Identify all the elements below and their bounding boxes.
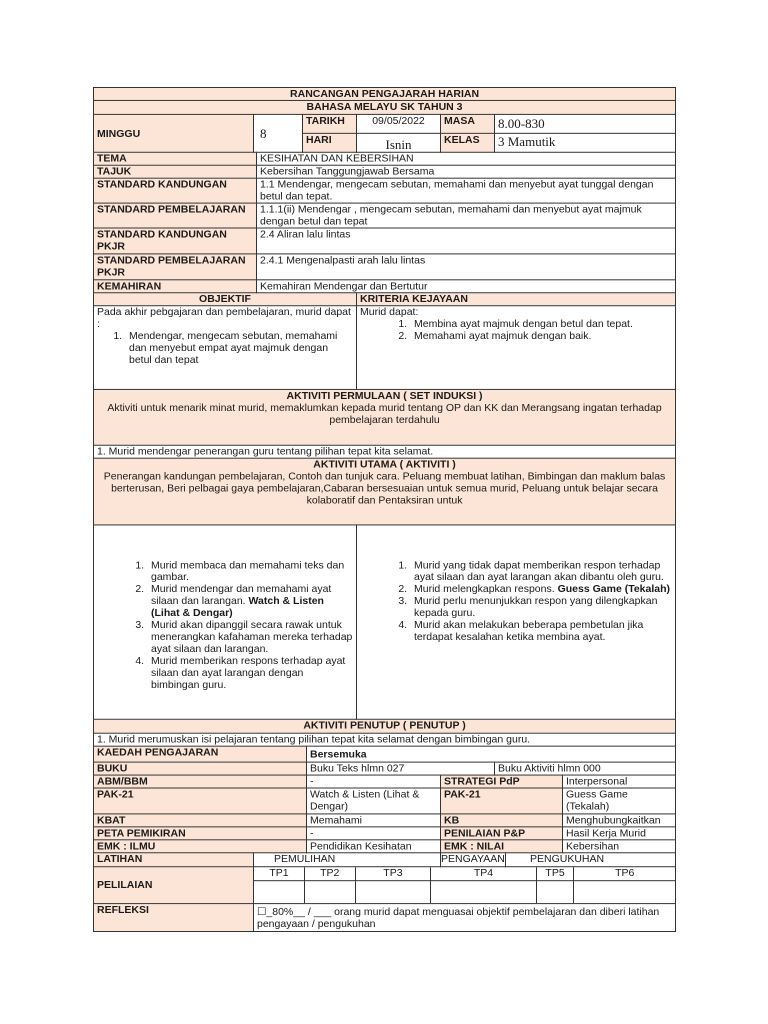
list-item: 4. Murid memberikan respons terhadap ayat silaan dan ayat larangan dengan bimbingan guru. [147, 655, 353, 691]
standard-kandungan-pkjr-value: 2.4 Aliran lalu lintas [257, 228, 676, 254]
standard-pembelajaran-pkjr-label: STANDARD PEMBELAJARAN PKJR [94, 254, 257, 280]
kb-label: KB [441, 814, 563, 827]
kriteria-body [357, 306, 676, 390]
strategi-value: Interpersonal [563, 775, 676, 788]
latihan-pengukuhan: PENGUKUHAN [506, 853, 676, 867]
utama-heading: AKTIVITI UTAMA ( AKTIVITI ) [313, 458, 456, 471]
objektif-body [94, 306, 357, 390]
tp1-cell [254, 881, 305, 903]
lesson-plan-sheet [93, 87, 675, 932]
tp4-label: TP4 [431, 867, 536, 881]
list-item: 3. Murid perlu menunjukkan respon yang dilengkapkan kepada guru. [410, 595, 672, 619]
kelas-value: 3 Mamutik [495, 133, 676, 152]
objektif-intro: Pada akhir pebgajaran dan pembelajaran, murid dapat : [97, 306, 351, 331]
permulaan-block [94, 389, 676, 445]
lesson-plan-table [93, 87, 676, 932]
pak21-value: Watch & Listen (Lihat & Dengar) [307, 788, 441, 814]
abm-label: ABM/BBM [94, 775, 307, 788]
tp6-label: TP6 [574, 867, 675, 881]
standard-kandungan-value: 1.1 Mendengar, mengecam sebutan, memahami dan menyebut ayat tunggal dengan betul dan tepat. [257, 178, 676, 203]
utama-right [357, 525, 676, 719]
tp3-label: TP3 [355, 867, 431, 881]
latihan-label: LATIHAN [94, 853, 254, 867]
minggu-label: MINGGU [94, 114, 254, 152]
permulaan-heading: AKTIVITI PERMULAAN ( SET INDUKSI ) [286, 389, 483, 402]
plan-title: RANCANGAN PENGAJARAH HARIAN [94, 87, 676, 100]
strategi-label: STRATEGI PdP [441, 775, 563, 788]
permulaan-activity: 1. Murid mendengar penerangan guru tentang pilihan tepat kita selamat. [94, 445, 676, 458]
kriteria-heading: KRITERIA KEJAYAAN [357, 293, 676, 306]
masa-label: MASA [441, 114, 495, 133]
list-item: 4. Murid akan melakukan beberapa pembetulan jika terdapat kesalahan ketika membina ayat. [410, 619, 672, 643]
standard-pembelajaran-label: STANDARD PEMBELAJARAN [94, 203, 257, 228]
kemahiran-value: Kemahiran Mendengar dan Bertutur [257, 280, 676, 293]
penilaian-value: Hasil Kerja Murid [563, 827, 676, 840]
penilaian-label: PENILAIAN P&P [441, 827, 563, 840]
pak21-value-2: Guess Game (Tekalah) [563, 788, 676, 814]
tp5-label: TP5 [536, 867, 574, 881]
tp4-cell [431, 881, 536, 903]
tp1-label: TP1 [254, 867, 305, 881]
kriteria-intro: Murid dapat: [360, 306, 419, 319]
emk-ilmu-value: Pendidikan Kesihatan [307, 840, 441, 853]
emk-nilai-label: EMK : NILAI [441, 840, 563, 853]
emk-ilmu-label: EMK : ILMU [94, 840, 307, 853]
buku-label: BUKU [94, 762, 307, 775]
list-item: 1. Murid membaca dan memahami teks dan gambar. [147, 559, 353, 583]
kbat-value: Memahami [307, 814, 441, 827]
objektif-list [97, 330, 353, 366]
hari-value: Isnin [357, 133, 441, 152]
tema-label: TEMA [94, 152, 257, 165]
standard-pembelajaran-value: 1.1.1(ii) Mendengar , mengecam sebutan, memahami dan menyebut ayat majmuk dengan betul dan tepat [257, 203, 676, 228]
list-item: 1. Membina ayat majmuk dengan betul dan tepat. [410, 318, 672, 330]
tajuk-label: TAJUK [94, 165, 257, 178]
utama-left [94, 525, 357, 719]
emk-nilai-value: Kebersihan [563, 840, 676, 853]
list-item: 2. Murid mendengar dan memahami ayat silaan dan larangan. Watch & Listen (Lihat & Dengar) [147, 583, 353, 619]
kriteria-list [360, 318, 672, 342]
minggu-value: 8 [254, 114, 303, 152]
utama-right-list [360, 559, 672, 643]
peta-pemikiran-value: - [307, 827, 441, 840]
tp6-cell [574, 881, 675, 903]
standard-pembelajaran-pkjr-value: 2.4.1 Mengenalpasti arah lalu lintas [257, 254, 676, 280]
standard-kandungan-pkjr-label: STANDARD KANDUNGAN PKJR [94, 228, 257, 254]
pelilaian-grid [254, 867, 676, 904]
tp-table [254, 867, 675, 903]
kemahiran-label: KEMAHIRAN [94, 280, 257, 293]
plan-subtitle: BAHASA MELAYU SK TAHUN 3 [94, 100, 676, 114]
utama-left-list [97, 559, 353, 691]
hari-label: HARI [303, 133, 357, 152]
list-item: 2. Memahami ayat majmuk dengan baik. [410, 330, 672, 342]
buku-aktiviti-value: Buku Aktiviti hlmn 000 [495, 762, 676, 775]
kaedah-label: KAEDAH PENGAJARAN [94, 746, 307, 762]
list-item: 1. Murid yang tidak dapat memberikan respon terhadap ayat silaan dan ayat larangan akan dibantu oleh guru. [410, 559, 672, 583]
utama-desc: Penerangan kandungan pembelajaran, Contoh dan tunjuk cara. Peluang membuat latihan, Bimbingan dan maklum balas berterusan, Beri pelbagai gaya pembelajaran,Cabaran bersesuaian untuk semua murid, Peluang untuk belajar secara kolaboratif dan Pentaksiran untuk [103, 470, 666, 507]
kaedah-value: Bersemuka [307, 746, 676, 762]
pelilaian-label: PELILAIAN [94, 867, 254, 904]
masa-value: 8.00-830 [495, 114, 676, 133]
refleksi-value: ☐_80%__ / ___ orang murid dapat menguasai objektif pembelajaran dan diberi latihan pengayaan / pengukuhan [254, 904, 676, 932]
buku-teks-value: Buku Teks hlmn 027 [307, 762, 495, 775]
kb-value: Menghubungkaitkan [563, 814, 676, 827]
list-item: 1. Mendengar, mengecam sebutan, memahami dan menyebut empat ayat majmuk dengan betul dan tepat [125, 330, 353, 366]
tp5-cell [536, 881, 574, 903]
tema-value: KESIHATAN DAN KEBERSIHAN [257, 152, 676, 165]
utama-block [94, 458, 676, 525]
penutup-activity: 1. Murid merumuskan isi pelajaran tentang pilihan tepat kita selamat dengan bimbingan guru. [94, 733, 676, 746]
kelas-label: KELAS [441, 133, 495, 152]
pak21-label: PAK-21 [94, 788, 307, 814]
peta-pemikiran-label: PETA PEMIKIRAN [94, 827, 307, 840]
latihan-pengayaan: PENGAYAAN [441, 853, 505, 866]
tarikh-value: 09/05/2022 [357, 114, 441, 133]
tajuk-value: Kebersihan Tanggungjawab Bersama [257, 165, 676, 178]
latihan-pemulihan: PEMULIHAN [254, 853, 441, 867]
tp2-cell [305, 881, 356, 903]
abm-value: - [307, 775, 441, 788]
kbat-label: KBAT [94, 814, 307, 827]
standard-kandungan-label: STANDARD KANDUNGAN [94, 178, 257, 203]
permulaan-desc: Aktiviti untuk menarik minat murid, memaklumkan kepada murid tentang OP dan KK dan Merangsang ingatan terhadap pembelajaran terdahulu [107, 401, 662, 426]
list-item: 3. Murid akan dipanggil secara rawak untuk menerangkan kafahaman mereka terhadap ayat silaan dan larangan. [147, 619, 353, 655]
list-item: 2. Murid melengkapkan respons. Guess Game (Tekalah) [410, 583, 672, 595]
penutup-heading: AKTIVITI PENUTUP ( PENUTUP ) [94, 719, 676, 733]
pak21-label-2: PAK-21 [441, 788, 563, 814]
tp3-cell [355, 881, 431, 903]
objektif-heading: OBJEKTIF [94, 293, 357, 306]
tarikh-label: TARIKH [303, 114, 357, 133]
tp2-label: TP2 [305, 867, 356, 881]
refleksi-label: REFLEKSI [94, 904, 254, 932]
